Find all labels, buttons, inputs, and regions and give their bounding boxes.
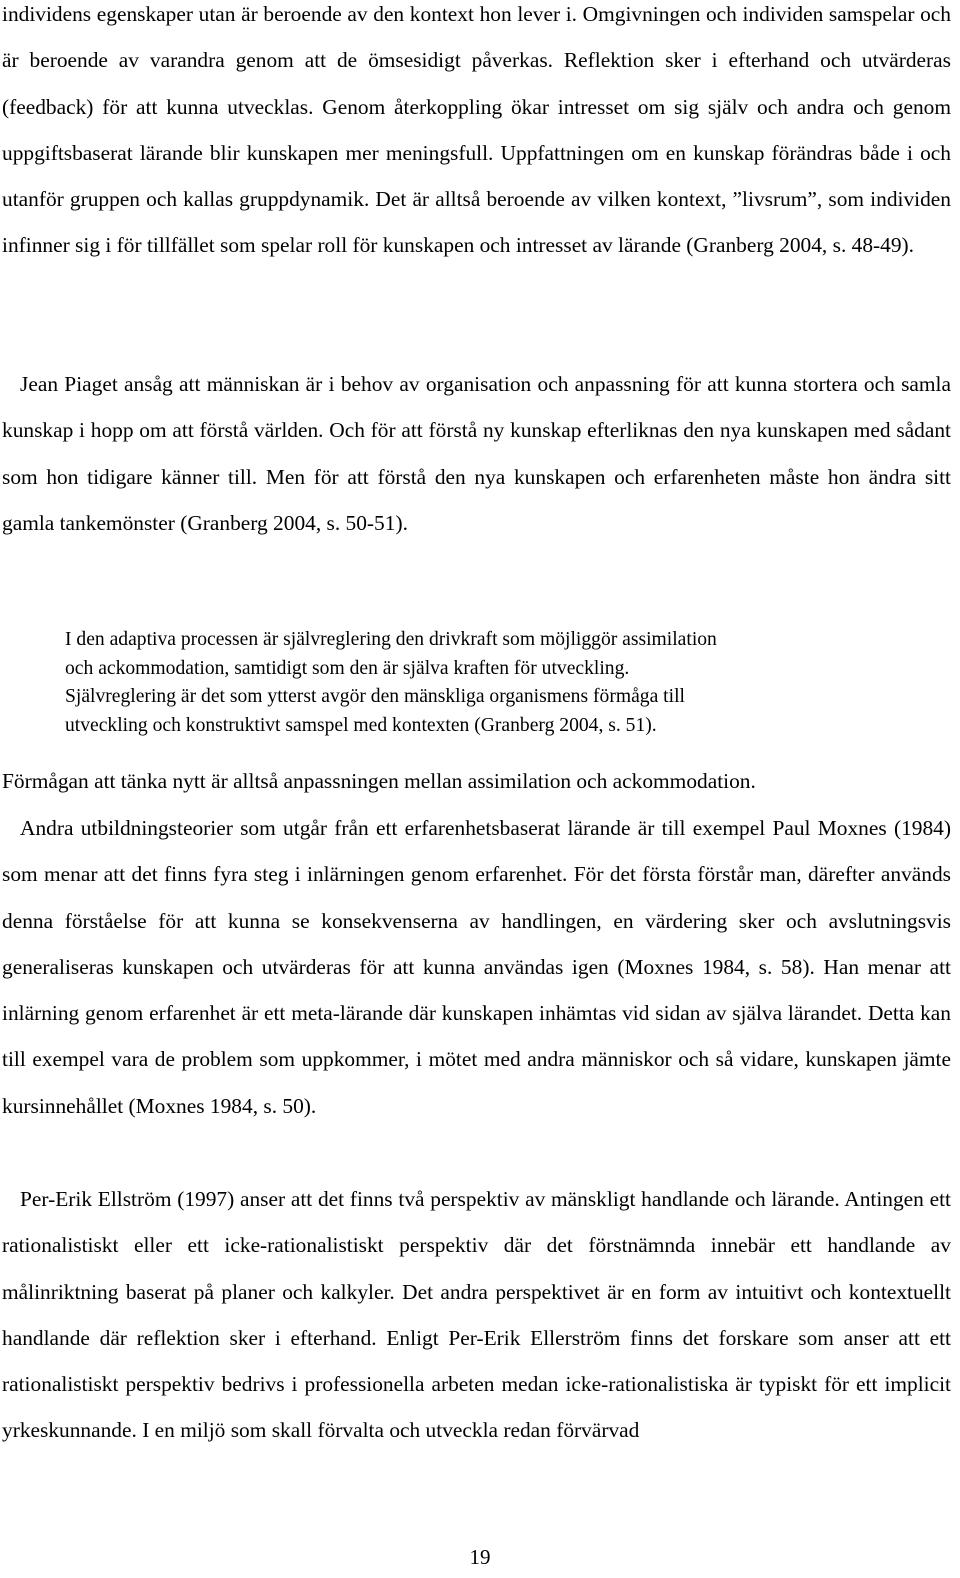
block-quote-line: I den adaptiva processen är självreglering den drivkraft som möjliggör assimilation xyxy=(65,629,717,650)
block-quote xyxy=(65,626,925,740)
block-quote-line: Självreglering är det som ytterst avgör den mänskliga organismens förmåga till xyxy=(65,686,685,708)
body-paragraph-3: Förmågan att tänka nytt är alltså anpassningen mellan assimilation och ackommodation. xyxy=(2,769,756,793)
body-paragraph-2: Jean Piaget ansåg att människan är i behov av organisation och anpassning för att kunna stortera och samla kunskap i hopp om att förstå världen. Och för att förstå ny kunskap efterliknas den nya kunskapen med sådant som hon tidigare känner till. Men för att förstå den nya kunskapen och erfarenheten måste hon ändra sitt gamla tankemönster (Granberg 2004, s. 50-51). xyxy=(2,372,951,535)
body-paragraph-5: Per-Erik Ellström (1997) anser att det finns två perspektiv av mänskligt handlande och lärande. Antingen ett rationalistiskt eller ett icke-rationalistiskt perspektiv där det förstnämnda innebär ett handlande av målinriktning baserat på planer och kalkyler. Det andra perspektivet är en form av intuitivt och kontextuellt handlande där reflektion sker i efterhand. Enligt Per-Erik Ellerström finns det forskare som anser att ett rationalistiskt perspektiv bedrivs i professionella arbeten medan icke-rationalistiska är typiskt för ett implicit yrkeskunnande. I en miljö som skall förvalta och utveckla redan förvärvad xyxy=(2,1187,951,1443)
block-quote-line: utveckling och konstruktivt samspel med kontexten (Granberg 2004, s. 51). xyxy=(65,714,657,736)
body-paragraph-4: Andra utbildningsteorier som utgår från ett erfarenhetsbaserat lärande är till exempel Paul Moxnes (1984) som menar att det finns fyra steg i inlärningen genom erfarenhet. För det första förstår man, därefter används denna förståelse för att kunna se konsekvenserna av handlingen, en värdering sker och avslutningsvis generaliseras kunskapen och utvärderas för att kunna användas igen (Moxnes 1984, s. 58). Han menar att inlärning genom erfarenhet är ett meta-lärande där kunskapen inhämtas vid sidan av själva lärandet. Detta kan till exempel vara de problem som uppkommer, i mötet med andra människor och så vidare, kunskapen jämte kursinnehållet (Moxnes 1984, s. 50). xyxy=(2,816,951,1118)
block-quote-line: och ackommodation, samtidigt som den är själva kraften för utveckling. xyxy=(65,657,630,679)
body-paragraph-1: individens egenskaper utan är beroende av den kontext hon lever i. Omgivningen och individen samspelar och är beroende av varandra genom att de ömsesidigt påverkas. Reflektion sker i efterhand och utvärderas (feedback) för att kunna utvecklas. Genom återkoppling ökar intresset om sig själv och andra och genom uppgiftsbaserat lärande blir kunskapen mer meningsfull. Uppfattningen om en kunskap förändras både i och utanför gruppen och kallas gruppdynamik. Det är alltså beroende av vilken kontext, ”livsrum”, som individen infinner sig i för tillfället som spelar roll för kunskapen och intresset av lärande (Granberg 2004, s. 48-49). xyxy=(2,2,951,258)
page-number: 19 xyxy=(469,1545,491,1569)
